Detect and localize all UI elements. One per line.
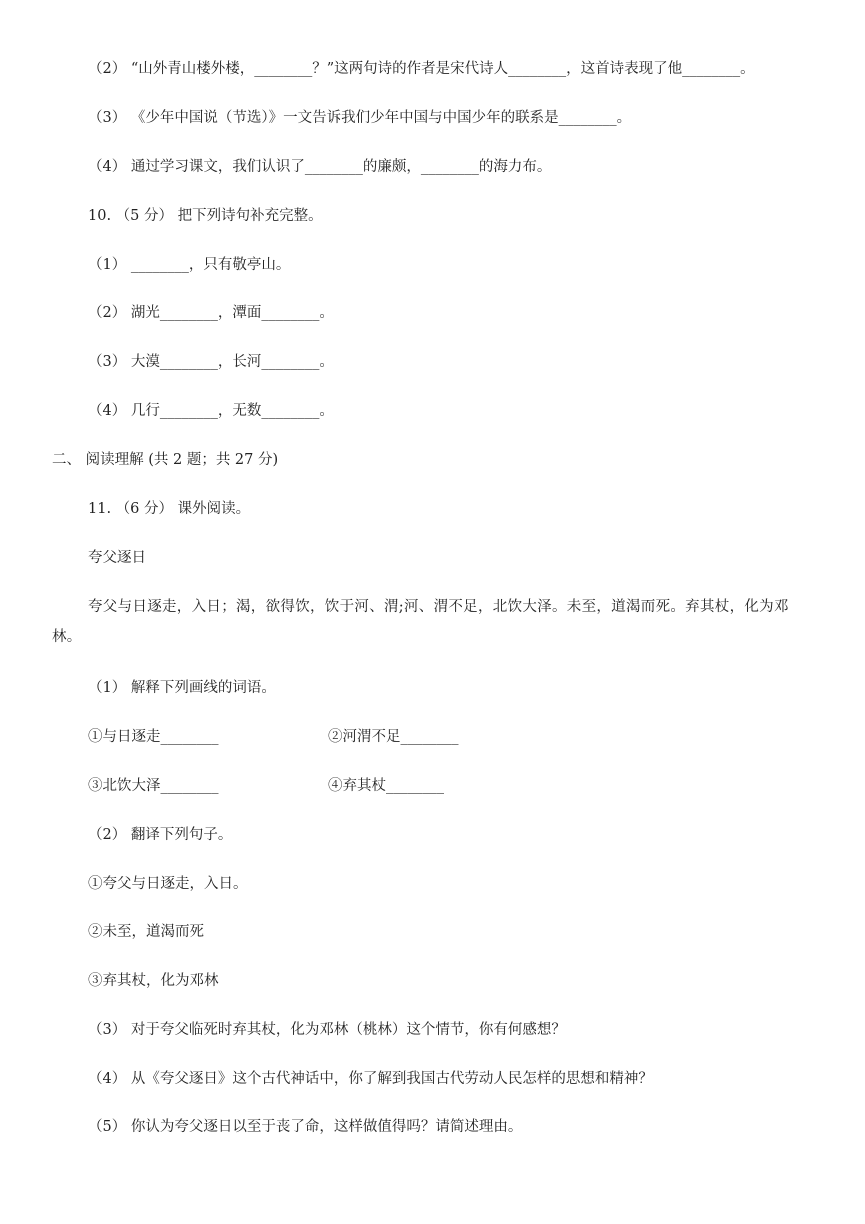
translate-item-1: ①夸父与日逐走，入日。	[88, 876, 248, 892]
q11-sub-3: （3） 对于夸父临死时弃其杖，化为邓林（桃林）这个情节，你有何感想？	[88, 1022, 566, 1038]
q10-heading: 10. （5 分） 把下列诗句补充完整。	[88, 208, 323, 224]
q10-item-2: （2） 湖光________，潭面________。	[88, 305, 334, 321]
q10-item-4: （4） 几行________，无数________。	[88, 403, 334, 419]
word-item-3: ③北饮大泽________	[88, 778, 219, 794]
section-2-heading: 二、 阅读理解 (共 2 题；共 27 分)	[52, 452, 279, 468]
q9-item-3: （3） 《少年中国说（节选）》一文告诉我们少年中国与中国少年的联系是________。	[88, 110, 632, 126]
translate-item-2: ②未至，道渴而死	[88, 924, 204, 940]
passage-title: 夸父逐日	[88, 550, 146, 566]
translate-item-3: ③弃其杖，化为邓林	[88, 973, 219, 989]
q10-item-1: （1） ________，只有敬亭山。	[88, 257, 291, 273]
q9-item-4: （4） 通过学习课文，我们认识了________的廉颇，________的海力布。	[88, 159, 552, 175]
word-item-2: ②河渭不足________	[328, 729, 459, 745]
q11-sub-5: （5） 你认为夸父逐日以至于丧了命，这样做值得吗？请简述理由。	[88, 1119, 523, 1135]
q11-sub-1: （1） 解释下列画线的词语。	[88, 680, 276, 696]
passage-text: 夸父与日逐走，入日；渴，欲得饮，饮于河、渭;河、渭不足，北饮大泽。未至，道渴而死。弃其杖，化为邓林。	[52, 599, 789, 645]
word-item-1: ①与日逐走________	[88, 729, 219, 745]
q9-item-2: （2） “山外青山楼外楼，________？”这两句诗的作者是宋代诗人________，这首诗表现了他________。	[88, 61, 755, 77]
q11-sub-4: （4） 从《夸父逐日》这个古代神话中，你了解到我国古代劳动人民怎样的思想和精神？	[88, 1071, 653, 1087]
word-item-4: ④弃其杖________	[328, 778, 444, 794]
q11-sub-2: （2） 翻译下列句子。	[88, 827, 233, 843]
q11-heading: 11. （6 分） 课外阅读。	[88, 501, 251, 517]
q10-item-3: （3） 大漠________，长河________。	[88, 354, 334, 370]
